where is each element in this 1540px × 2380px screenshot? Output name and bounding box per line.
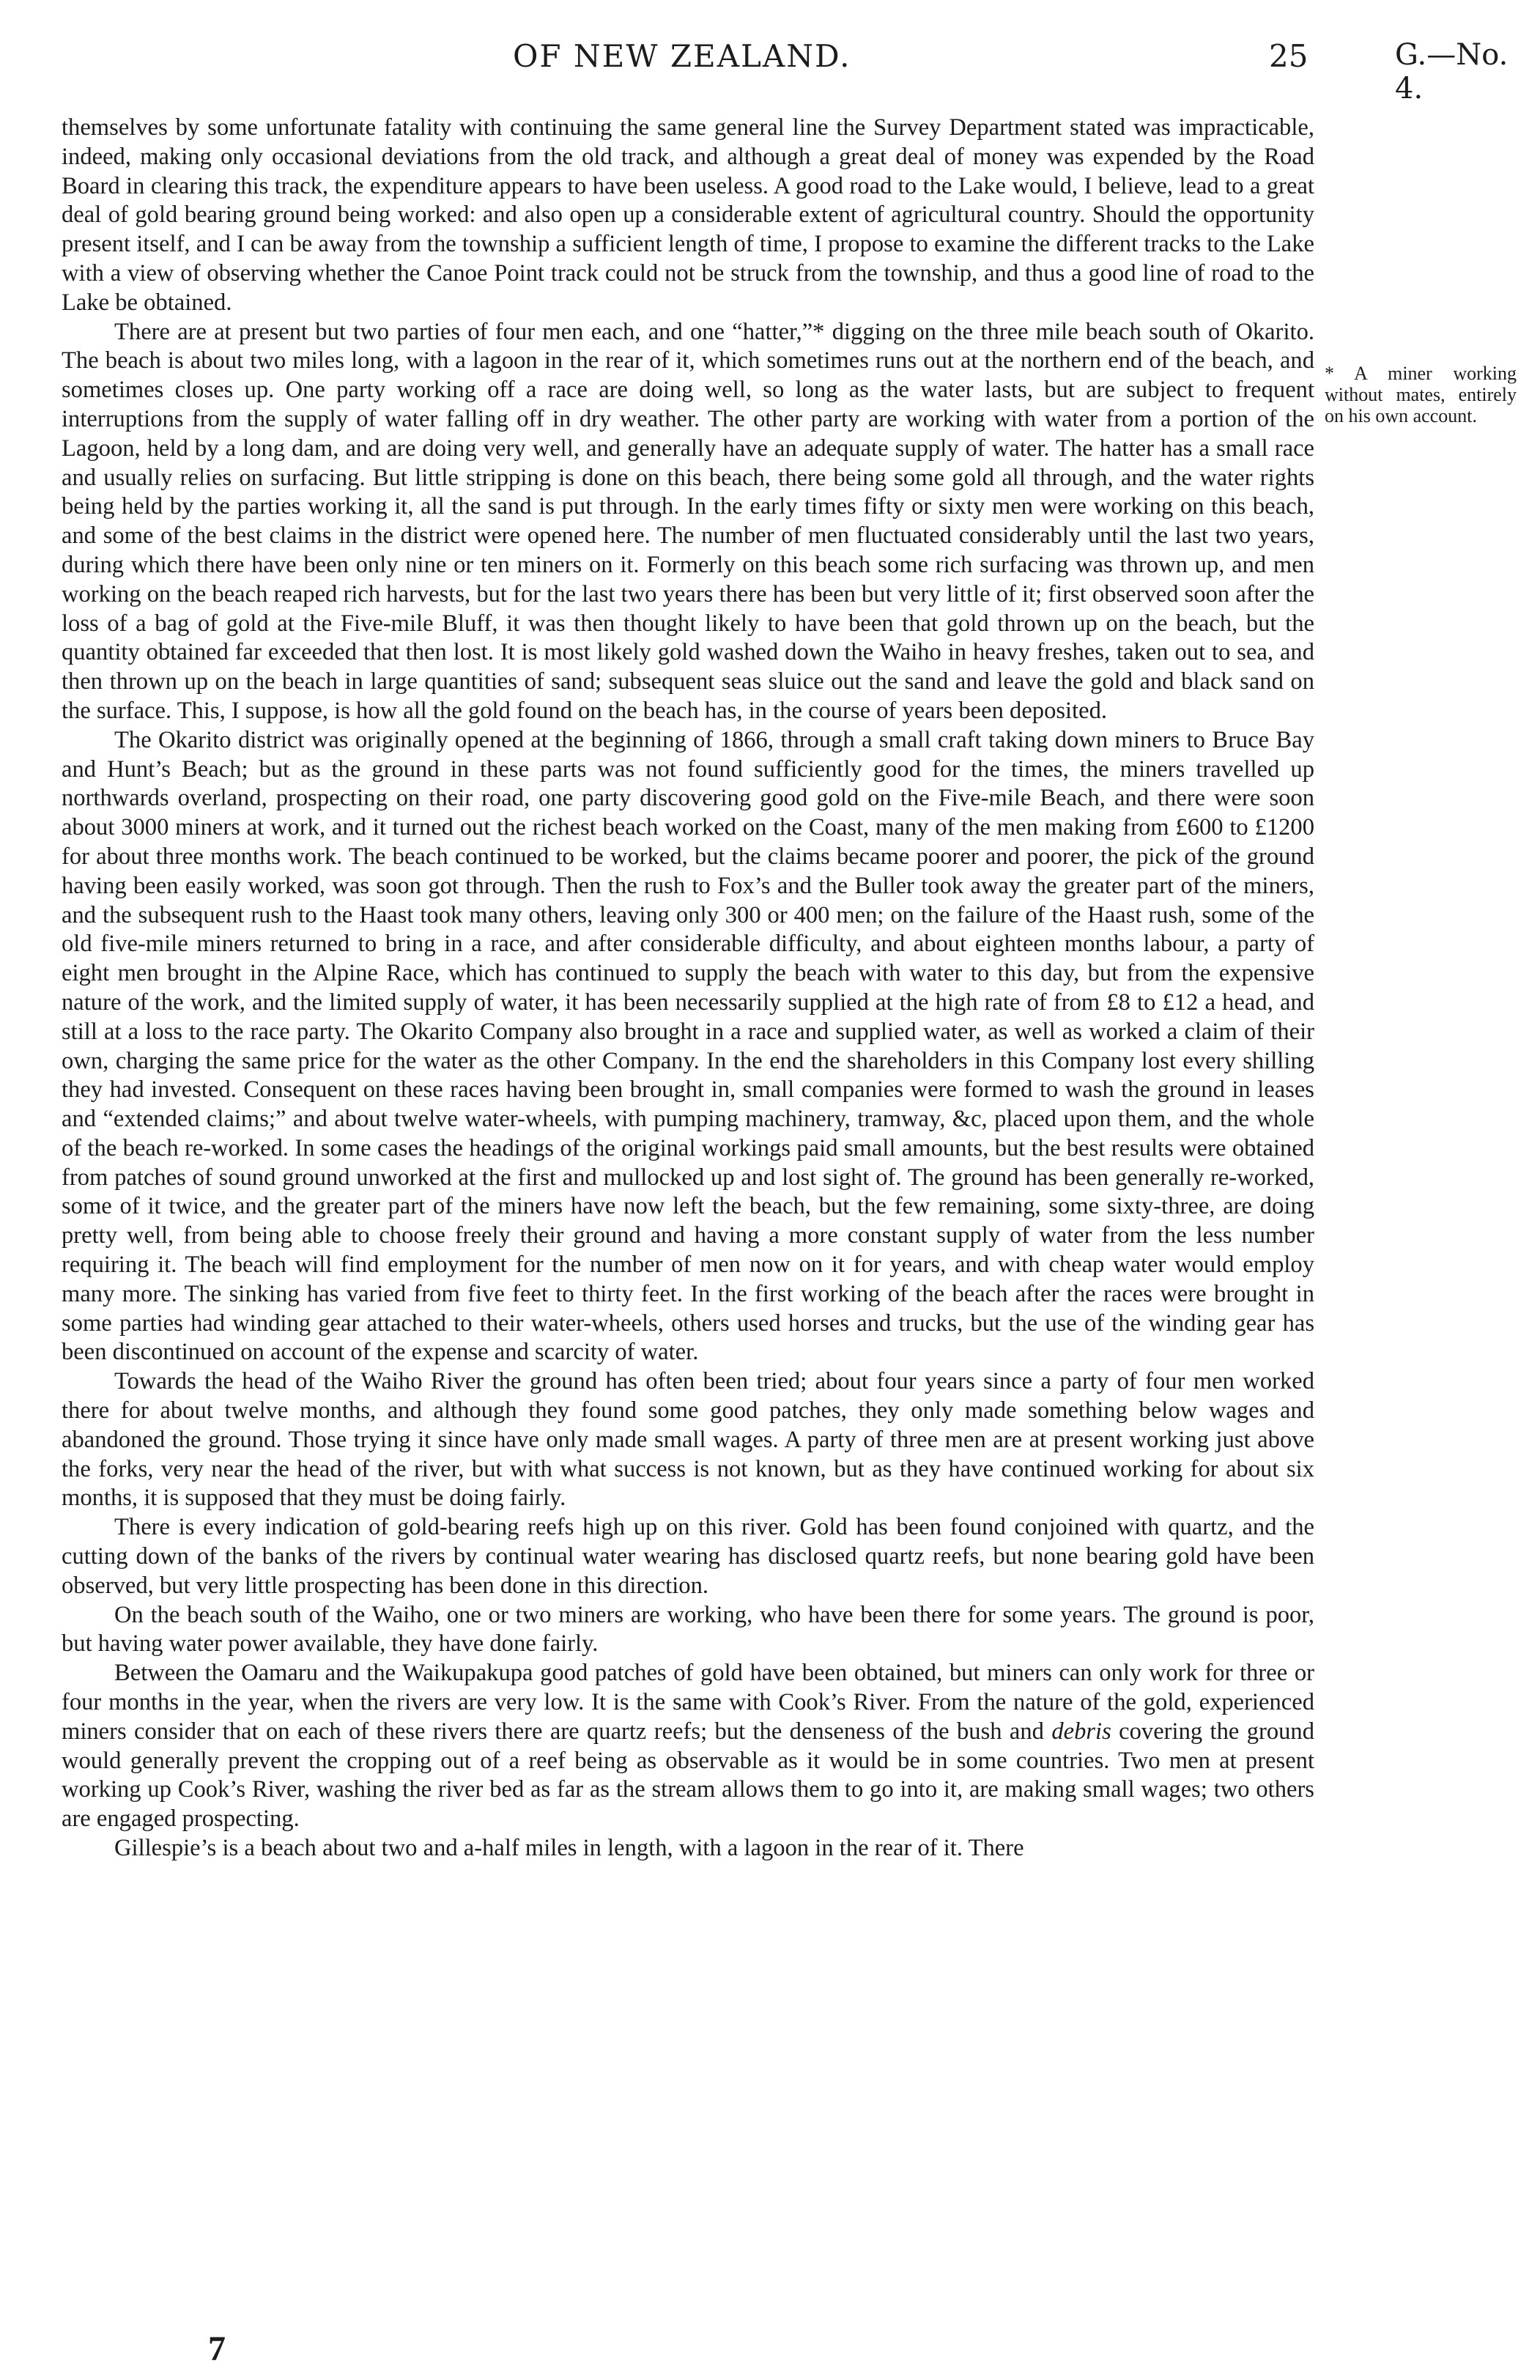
printer-signature-mark: 7 — [208, 2329, 226, 2368]
paragraph: There are at present but two parties of four men each, and one “hatter,”* digging on the three mile beach south of Okarito. The beach is about two miles long, with a lagoon in the rear of it, which sometimes runs out at the northern end of the beach, and sometimes closes up. One party working off a race are doing well, so long as the water lasts, but are subject to frequent interruptions from the supply of water falling off in dry weather. The other party are working with water from a portion of the Lagoon, held by a long dam, and are doing very well, and generally have an adequate supply of water. The hatter has a small race and usually relies on surfacing. But little stripping is done on this beach, there being some gold all through, and the water rights being held by the parties working it, all the sand is put through. In the early times fifty or sixty men were working on this beach, and some of the best claims in the district were opened here. The number of men fluctuated considerably until the last two years, during which there have been only nine or ten miners on it. Formerly on this beach some rich surfacing was thrown up, and men working on the beach reaped rich harvests, but for the last two years there has been but very little of it; first observed soon after the loss of a bag of gold at the Five-mile Bluff, it was then thought likely to have been that gold thrown up on the beach, but the quantity obtained far exceeded that then lost. It is most likely gold washed down the Waiho in heavy freshes, taken out to sea, and then thrown up on the beach in large quantities of sand; subsequent seas sluice out the sand and leave the gold and black sand on the surface. This, I suppose, is how all the gold found on the beach has, in the course of years been deposited. — [62, 318, 1314, 724]
page-number: 25 — [1269, 38, 1308, 74]
paragraph: Gillespie’s is a beach about two and a-half miles in length, with a lagoon in the rear of it. There — [114, 1835, 1024, 1862]
running-title: OF NEW ZEALAND. — [513, 38, 851, 74]
running-header — [0, 38, 1540, 106]
paragraph: themselves by some unfortunate fatality with continuing the same general line the Survey Department stated was impracticable, indeed, making only occasional deviations from the old track, and although a great deal of money was expended by the Road Board in clearing this track, the expenditure appears to have been useless. A good road to the Lake would, I believe, lead to a great deal of gold bearing ground being worked: and also open up a considerable extent of agricultural country. Should the opportunity present itself, and I can be away from the township a sufficient length of time, I propose to examine the different tracks to the Lake with a view of observing whether the Canoe Point track could not be struck from the township, and thus a good line of road to the Lake be obtained. — [62, 114, 1314, 316]
paragraph: Towards the head of the Waiho River the ground has often been tried; about four years since a party of four men worked there for about twelve months, and although they found some good patches, they only made something below wages and abandoned the ground. Those trying it since have only made small wages. A party of three men are at present working just above the forks, very near the head of the river, but with what success is not known, but as they have continued working for about six months, it is supposed that they must be doing fairly. — [62, 1368, 1314, 1512]
paragraph: Between the Oamaru and the Waikupakupa good patches of gold have been obtained, but miners can only work for three or four months in the year, when the rivers are very low. It is the same with Cook’s River. From the nature of the gold, experienced miners consider that on each of these rivers there are quartz reefs; but the denseness of the bush and debris covering the ground would generally prevent the cropping out of a reef being as observable as it would be in some countries. Two men at present working up Cook’s River, washing the river bed as far as the stream allows them to go into it, are making small wages; two others are engaged prospecting. — [62, 1660, 1314, 1833]
paragraph: There is every indication of gold-bearing reefs high up on this river. Gold has been found conjoined with quartz, and the cutting down of the banks of the rivers by continual water wearing has disclosed quartz reefs, but none bearing gold have been observed, but very little prospecting has been done in this direction. — [62, 1514, 1314, 1599]
body-text — [62, 114, 1314, 1863]
paragraph: The Okarito district was originally opened at the beginning of 1866, through a small craft taking down miners to Bruce Bay and Hunt’s Beach; but as the ground in these parts was not found sufficiently good for the times, the miners travelled up northwards overland, prospecting on their road, one party discovering good gold on the Five-mile Beach, and there were soon about 3000 miners at work, and it turned out the richest beach worked on the Coast, many of the men making from £600 to £1200 for about three months work. The beach continued to be worked, but the claims became poorer and poorer, the pick of the ground having been easily worked, was soon got through. Then the rush to Fox’s and the Buller took away the greater part of the miners, and the subsequent rush to the Haast took many others, leaving only 300 or 400 men; on the failure of the Haast rush, some of the old five-mile miners returned to bring in a race, and after considerable difficulty, and about eighteen months labour, a party of eight men brought in the Alpine Race, which has continued to supply the beach with water to this day, but from the expensive nature of the work, and the limited supply of water, it has been necessarily supplied at the high rate of from £8 to £12 a head, and still at a loss to the race party. The Okarito Company also brought in a race and supplied water, as well as worked a claim of their own, charging the same price for the water as the other Company. In the end the shareholders in this Company lost every shilling they had invested. Consequent on these races having been brought in, small companies were formed to wash the ground in leases and “extended claims;” and about twelve water-wheels, with pumping machinery, tramway, &c, placed upon them, and the whole of the beach re-worked. In some cases the headings of the original workings paid small amounts, but the best results were obtained from patches of sound ground unworked at the first and mullocked up and lost sight of. The ground has been generally re-worked, some of it twice, and the greater part of the miners have now left the beach, but the few remaining, some sixty-three, are doing pretty well, from being able to choose freely their ground and having a more constant supply of water from the less number requiring it. The beach will find employment for the number of men now on it for years, and with cheap water would employ many more. The sinking has varied from five feet to thirty feet. In the first working of the beach after the races were brought in some parties had winding gear attached to their water-wheels, others used horses and trucks, but the use of the winding gear has been discontinued on account of the expense and scarcity of water. — [62, 726, 1314, 1366]
marginal-footnote: * A miner working without mates, entirely on his own account. — [1325, 363, 1517, 426]
paper-reference: G.—No. 4. — [1395, 38, 1508, 106]
paragraph: On the beach south of the Waiho, one or two miners are working, who have been there for some years. The ground is poor, but having water power available, they have done fairly. — [62, 1601, 1314, 1658]
italic-term: debris — [1051, 1718, 1111, 1745]
